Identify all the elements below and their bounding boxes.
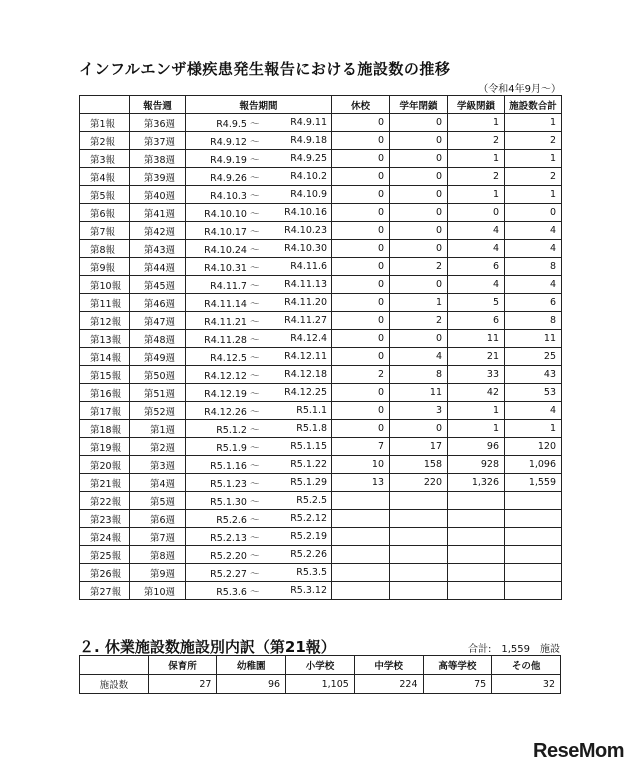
gakkyu-cell (448, 510, 505, 528)
breakdown-header-kindergarten: 幼稚園 (217, 656, 286, 675)
gakkyu-cell: 1 (448, 150, 505, 168)
week-cell: 第5週 (130, 492, 186, 510)
gakkyu-cell: 1 (448, 420, 505, 438)
gakunen-cell (390, 546, 448, 564)
report-cell: 第14報 (80, 348, 130, 366)
breakdown-header-junior-high: 中学校 (354, 656, 423, 675)
period-end-cell: R4.9.25 (262, 150, 332, 168)
resemom-logo: ReseMom (533, 740, 624, 762)
report-cell: 第15報 (80, 366, 130, 384)
gakkyu-cell: 1 (448, 402, 505, 420)
period-start-cell: R5.3.6 ～ (186, 582, 262, 600)
week-cell: 第1週 (130, 420, 186, 438)
total-cell: 120 (505, 438, 562, 456)
gakkyu-cell: 4 (448, 240, 505, 258)
gakunen-cell: 0 (390, 222, 448, 240)
breakdown-junior-high-value: 224 (354, 675, 423, 694)
report-cell: 第16報 (80, 384, 130, 402)
gakkyu-cell: 6 (448, 258, 505, 276)
period-start-cell: R5.2.6 ～ (186, 510, 262, 528)
kyuko-cell (332, 492, 390, 510)
table-row (80, 186, 562, 204)
kyuko-cell: 0 (332, 168, 390, 186)
period-start-cell: R4.11.28 ～ (186, 330, 262, 348)
gakkyu-cell: 4 (448, 222, 505, 240)
kyuko-cell: 0 (332, 276, 390, 294)
period-start-cell: R4.10.31 ～ (186, 258, 262, 276)
report-cell: 第24報 (80, 528, 130, 546)
report-cell: 第17報 (80, 402, 130, 420)
period-end-cell: R5.3.5 (262, 564, 332, 582)
week-cell: 第47週 (130, 312, 186, 330)
table-row (80, 312, 562, 330)
report-cell: 第8報 (80, 240, 130, 258)
gakunen-cell: 0 (390, 204, 448, 222)
table-row (80, 114, 562, 132)
period-start-cell: R5.1.9 ～ (186, 438, 262, 456)
gakunen-cell: 0 (390, 114, 448, 132)
gakunen-cell: 2 (390, 312, 448, 330)
breakdown-nursery-value: 27 (148, 675, 217, 694)
table-row (80, 132, 562, 150)
report-cell: 第12報 (80, 312, 130, 330)
gakunen-cell: 4 (390, 348, 448, 366)
gakkyu-cell: 4 (448, 276, 505, 294)
total-cell: 1,096 (505, 456, 562, 474)
period-end-cell: R5.1.8 (262, 420, 332, 438)
total-cell: 1 (505, 114, 562, 132)
report-cell: 第6報 (80, 204, 130, 222)
period-note: （令和4年9月～） (478, 84, 561, 95)
gakkyu-cell: 42 (448, 384, 505, 402)
breakdown-row-label: 施設数 (80, 675, 149, 694)
header-total: 施設数合計 (505, 96, 562, 114)
report-cell: 第26報 (80, 564, 130, 582)
gakkyu-cell: 928 (448, 456, 505, 474)
gakunen-cell: 0 (390, 132, 448, 150)
period-start-cell: R4.9.19 ～ (186, 150, 262, 168)
gakkyu-cell (448, 528, 505, 546)
week-cell: 第41週 (130, 204, 186, 222)
header-gakunen: 学年閉鎖 (390, 96, 448, 114)
period-start-cell: R4.10.24 ～ (186, 240, 262, 258)
table-row (80, 330, 562, 348)
table-row (80, 474, 562, 492)
total-cell: 0 (505, 204, 562, 222)
report-cell: 第23報 (80, 510, 130, 528)
table-row (80, 438, 562, 456)
gakkyu-cell: 0 (448, 204, 505, 222)
total-cell (505, 492, 562, 510)
report-cell: 第9報 (80, 258, 130, 276)
period-end-cell: R5.1.22 (262, 456, 332, 474)
gakunen-cell (390, 510, 448, 528)
gakunen-cell: 8 (390, 366, 448, 384)
report-cell: 第11報 (80, 294, 130, 312)
report-cell: 第4報 (80, 168, 130, 186)
gakkyu-cell (448, 582, 505, 600)
kyuko-cell: 0 (332, 240, 390, 258)
kyuko-cell: 0 (332, 132, 390, 150)
period-end-cell: R5.1.15 (262, 438, 332, 456)
period-start-cell: R4.10.10 ～ (186, 204, 262, 222)
section2-total: 合計: 1,559 施設 (468, 644, 560, 655)
kyuko-cell (332, 546, 390, 564)
total-cell: 25 (505, 348, 562, 366)
week-cell: 第50週 (130, 366, 186, 384)
period-start-cell: R5.2.20 ～ (186, 546, 262, 564)
facility-breakdown-table (79, 655, 561, 694)
table-row (80, 456, 562, 474)
total-cell: 1 (505, 186, 562, 204)
report-cell: 第2報 (80, 132, 130, 150)
breakdown-header-high-school: 高等学校 (423, 656, 492, 675)
kyuko-cell (332, 564, 390, 582)
kyuko-cell: 0 (332, 348, 390, 366)
period-start-cell: R4.9.5 ～ (186, 114, 262, 132)
period-start-cell: R4.9.12 ～ (186, 132, 262, 150)
period-start-cell: R4.12.26 ～ (186, 402, 262, 420)
gakunen-cell: 17 (390, 438, 448, 456)
total-cell (505, 582, 562, 600)
week-cell: 第51週 (130, 384, 186, 402)
report-cell: 第25報 (80, 546, 130, 564)
report-cell: 第7報 (80, 222, 130, 240)
weekly-report-table (79, 95, 562, 600)
gakunen-cell: 1 (390, 294, 448, 312)
report-cell: 第3報 (80, 150, 130, 168)
breakdown-elementary-value: 1,105 (286, 675, 355, 694)
gakunen-cell: 0 (390, 330, 448, 348)
table-row (80, 384, 562, 402)
total-cell: 4 (505, 222, 562, 240)
report-cell: 第27報 (80, 582, 130, 600)
week-cell: 第52週 (130, 402, 186, 420)
gakunen-cell (390, 582, 448, 600)
week-cell: 第36週 (130, 114, 186, 132)
period-end-cell: R5.2.19 (262, 528, 332, 546)
total-cell: 8 (505, 258, 562, 276)
table-row (80, 510, 562, 528)
period-end-cell: R4.11.6 (262, 258, 332, 276)
report-cell: 第19報 (80, 438, 130, 456)
period-end-cell: R4.12.4 (262, 330, 332, 348)
gakkyu-cell (448, 564, 505, 582)
week-cell: 第46週 (130, 294, 186, 312)
gakunen-cell: 0 (390, 276, 448, 294)
gakkyu-cell: 11 (448, 330, 505, 348)
period-start-cell: R4.10.3 ～ (186, 186, 262, 204)
period-start-cell: R5.1.23 ～ (186, 474, 262, 492)
kyuko-cell: 0 (332, 384, 390, 402)
total-cell: 2 (505, 168, 562, 186)
breakdown-header-row (80, 656, 561, 675)
week-cell: 第43週 (130, 240, 186, 258)
period-start-cell: R5.2.27 ～ (186, 564, 262, 582)
total-cell (505, 528, 562, 546)
table-row (80, 348, 562, 366)
kyuko-cell: 0 (332, 420, 390, 438)
total-cell: 53 (505, 384, 562, 402)
period-start-cell: R5.1.2 ～ (186, 420, 262, 438)
gakunen-cell: 220 (390, 474, 448, 492)
gakkyu-cell: 96 (448, 438, 505, 456)
total-cell: 1,559 (505, 474, 562, 492)
table-header-row (80, 96, 562, 114)
period-end-cell: R4.11.27 (262, 312, 332, 330)
period-end-cell: R4.10.30 (262, 240, 332, 258)
period-end-cell: R5.2.12 (262, 510, 332, 528)
breakdown-header-other: その他 (492, 656, 561, 675)
total-cell (505, 564, 562, 582)
kyuko-cell: 0 (332, 294, 390, 312)
week-cell: 第42週 (130, 222, 186, 240)
breakdown-header-elementary: 小学校 (286, 656, 355, 675)
gakunen-cell: 2 (390, 258, 448, 276)
gakkyu-cell: 5 (448, 294, 505, 312)
period-end-cell: R4.9.11 (262, 114, 332, 132)
document-title: インフルエンザ様疾患発生報告における施設数の推移 (79, 60, 451, 78)
table-row (80, 222, 562, 240)
report-cell: 第22報 (80, 492, 130, 510)
total-cell: 11 (505, 330, 562, 348)
period-end-cell: R5.1.1 (262, 402, 332, 420)
total-cell (505, 510, 562, 528)
week-cell: 第48週 (130, 330, 186, 348)
table-row (80, 240, 562, 258)
total-cell: 2 (505, 132, 562, 150)
period-end-cell: R5.2.26 (262, 546, 332, 564)
period-start-cell: R4.9.26 ～ (186, 168, 262, 186)
week-cell: 第6週 (130, 510, 186, 528)
period-start-cell: R5.1.16 ～ (186, 456, 262, 474)
gakunen-cell (390, 564, 448, 582)
total-cell: 1 (505, 150, 562, 168)
kyuko-cell: 0 (332, 402, 390, 420)
gakkyu-cell: 2 (448, 168, 505, 186)
table-row (80, 366, 562, 384)
period-end-cell: R4.12.11 (262, 348, 332, 366)
week-cell: 第2週 (130, 438, 186, 456)
kyuko-cell: 0 (332, 312, 390, 330)
period-end-cell: R4.11.13 (262, 276, 332, 294)
table-row (80, 564, 562, 582)
period-start-cell: R5.1.30 ～ (186, 492, 262, 510)
report-cell: 第1報 (80, 114, 130, 132)
header-period: 報告期間 (186, 96, 332, 114)
table-row (80, 528, 562, 546)
period-start-cell: R4.12.19 ～ (186, 384, 262, 402)
report-cell: 第20報 (80, 456, 130, 474)
week-cell: 第40週 (130, 186, 186, 204)
kyuko-cell: 2 (332, 366, 390, 384)
gakkyu-cell: 33 (448, 366, 505, 384)
total-cell (505, 546, 562, 564)
period-start-cell: R4.11.7 ～ (186, 276, 262, 294)
period-end-cell: R4.10.23 (262, 222, 332, 240)
table-row (80, 546, 562, 564)
table-row (80, 150, 562, 168)
week-cell: 第7週 (130, 528, 186, 546)
report-cell: 第5報 (80, 186, 130, 204)
section2-title: ２. 休業施設数施設別内訳（第21報） (79, 638, 336, 656)
breakdown-header-blank (80, 656, 149, 675)
gakunen-cell: 0 (390, 150, 448, 168)
week-cell: 第38週 (130, 150, 186, 168)
gakkyu-cell: 1,326 (448, 474, 505, 492)
period-end-cell: R4.11.20 (262, 294, 332, 312)
period-start-cell: R4.10.17 ～ (186, 222, 262, 240)
period-end-cell: R4.10.16 (262, 204, 332, 222)
period-start-cell: R4.12.12 ～ (186, 366, 262, 384)
kyuko-cell (332, 582, 390, 600)
gakunen-cell (390, 528, 448, 546)
period-end-cell: R5.1.29 (262, 474, 332, 492)
total-cell: 4 (505, 402, 562, 420)
period-end-cell: R5.3.12 (262, 582, 332, 600)
header-kyuko: 休校 (332, 96, 390, 114)
gakunen-cell: 0 (390, 168, 448, 186)
kyuko-cell (332, 510, 390, 528)
report-cell: 第21報 (80, 474, 130, 492)
period-end-cell: R4.12.18 (262, 366, 332, 384)
gakunen-cell: 11 (390, 384, 448, 402)
kyuko-cell: 7 (332, 438, 390, 456)
week-cell: 第49週 (130, 348, 186, 366)
breakdown-kindergarten-value: 96 (217, 675, 286, 694)
week-cell: 第45週 (130, 276, 186, 294)
table-row (80, 420, 562, 438)
period-end-cell: R4.10.9 (262, 186, 332, 204)
header-report (80, 96, 130, 114)
total-cell: 6 (505, 294, 562, 312)
gakkyu-cell: 6 (448, 312, 505, 330)
table-row (80, 582, 562, 600)
table-row (80, 204, 562, 222)
period-start-cell: R4.12.5 ～ (186, 348, 262, 366)
table-row (80, 402, 562, 420)
week-cell: 第39週 (130, 168, 186, 186)
gakunen-cell: 0 (390, 186, 448, 204)
gakkyu-cell: 21 (448, 348, 505, 366)
kyuko-cell: 0 (332, 330, 390, 348)
gakkyu-cell (448, 492, 505, 510)
total-cell: 1 (505, 420, 562, 438)
period-end-cell: R4.9.18 (262, 132, 332, 150)
total-cell: 43 (505, 366, 562, 384)
week-cell: 第9週 (130, 564, 186, 582)
kyuko-cell: 0 (332, 222, 390, 240)
kyuko-cell: 10 (332, 456, 390, 474)
kyuko-cell: 13 (332, 474, 390, 492)
gakunen-cell: 3 (390, 402, 448, 420)
report-cell: 第13報 (80, 330, 130, 348)
table-row (80, 258, 562, 276)
week-cell: 第3週 (130, 456, 186, 474)
table-row (80, 168, 562, 186)
breakdown-high-school-value: 75 (423, 675, 492, 694)
report-cell: 第18報 (80, 420, 130, 438)
period-end-cell: R4.12.25 (262, 384, 332, 402)
table-row (80, 276, 562, 294)
gakunen-cell: 0 (390, 420, 448, 438)
week-cell: 第44週 (130, 258, 186, 276)
gakunen-cell: 158 (390, 456, 448, 474)
week-cell: 第4週 (130, 474, 186, 492)
breakdown-row (80, 675, 561, 694)
gakkyu-cell: 2 (448, 132, 505, 150)
header-week: 報告週 (130, 96, 186, 114)
kyuko-cell: 0 (332, 186, 390, 204)
total-cell: 8 (505, 312, 562, 330)
gakunen-cell: 0 (390, 240, 448, 258)
report-cell: 第10報 (80, 276, 130, 294)
kyuko-cell (332, 528, 390, 546)
breakdown-header-nursery: 保育所 (148, 656, 217, 675)
header-gakkyu: 学級閉鎖 (448, 96, 505, 114)
total-cell: 4 (505, 240, 562, 258)
gakkyu-cell: 1 (448, 186, 505, 204)
breakdown-other-value: 32 (492, 675, 561, 694)
kyuko-cell: 0 (332, 258, 390, 276)
total-cell: 4 (505, 276, 562, 294)
kyuko-cell: 0 (332, 114, 390, 132)
table-row (80, 492, 562, 510)
kyuko-cell: 0 (332, 204, 390, 222)
table-row (80, 294, 562, 312)
week-cell: 第37週 (130, 132, 186, 150)
week-cell: 第8週 (130, 546, 186, 564)
period-start-cell: R5.2.13 ～ (186, 528, 262, 546)
gakkyu-cell: 1 (448, 114, 505, 132)
gakkyu-cell (448, 546, 505, 564)
period-end-cell: R5.2.5 (262, 492, 332, 510)
kyuko-cell: 0 (332, 150, 390, 168)
period-start-cell: R4.11.21 ～ (186, 312, 262, 330)
period-end-cell: R4.10.2 (262, 168, 332, 186)
period-start-cell: R4.11.14 ～ (186, 294, 262, 312)
gakunen-cell (390, 492, 448, 510)
week-cell: 第10週 (130, 582, 186, 600)
